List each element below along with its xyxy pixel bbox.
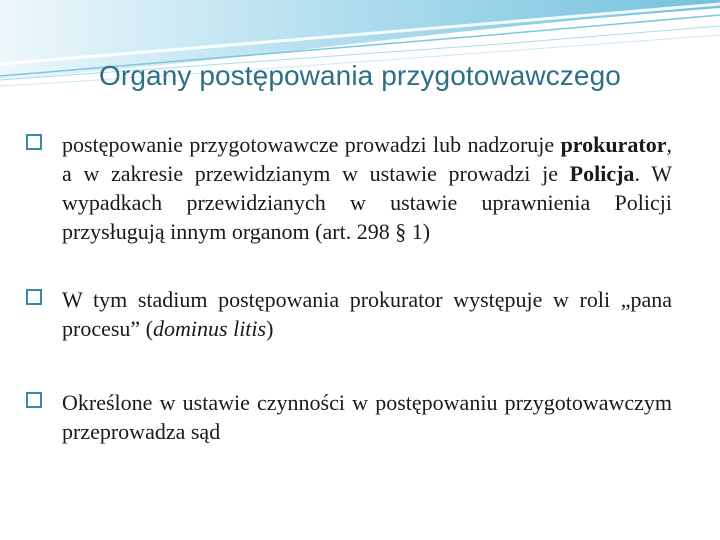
square-bullet-icon	[26, 289, 42, 305]
bullet-text-segment: prokurator	[560, 132, 667, 157]
square-bullet-icon	[26, 392, 42, 408]
bullet-text	[62, 130, 672, 246]
bullet-list	[26, 130, 672, 446]
bullet-text-segment: W tym stadium postępowania prokurator występuje w roli „pana procesu” (	[62, 287, 672, 341]
bullet-text	[62, 285, 672, 343]
bullet-text-segment: Policja	[569, 161, 635, 186]
bullet-text-segment: Określone w ustawie czynności w postępowaniu przygotowawczym przeprowadza sąd	[62, 390, 672, 444]
square-bullet-icon	[26, 134, 42, 150]
slide-title: Organy postępowania przygotowawczego	[99, 60, 621, 91]
bullet-text-segment: )	[266, 316, 274, 341]
bullet-text	[62, 388, 672, 446]
bullet-text-segment: . W wypadkach przewidzianych w ustawie uprawnienia Policji przysługują innym organom (art. 298 § 1)	[62, 161, 672, 244]
bullet-item	[26, 388, 672, 446]
bullet-item	[26, 130, 672, 246]
bullet-text-segment: dominus litis	[153, 316, 267, 341]
bullet-text-segment: , a w zakresie przewidzianym w ustawie prowadzi je	[62, 132, 672, 186]
bullet-text-segment: postępowanie przygotowawcze prowadzi lub nadzoruje	[62, 132, 561, 157]
bullet-item	[26, 285, 672, 343]
